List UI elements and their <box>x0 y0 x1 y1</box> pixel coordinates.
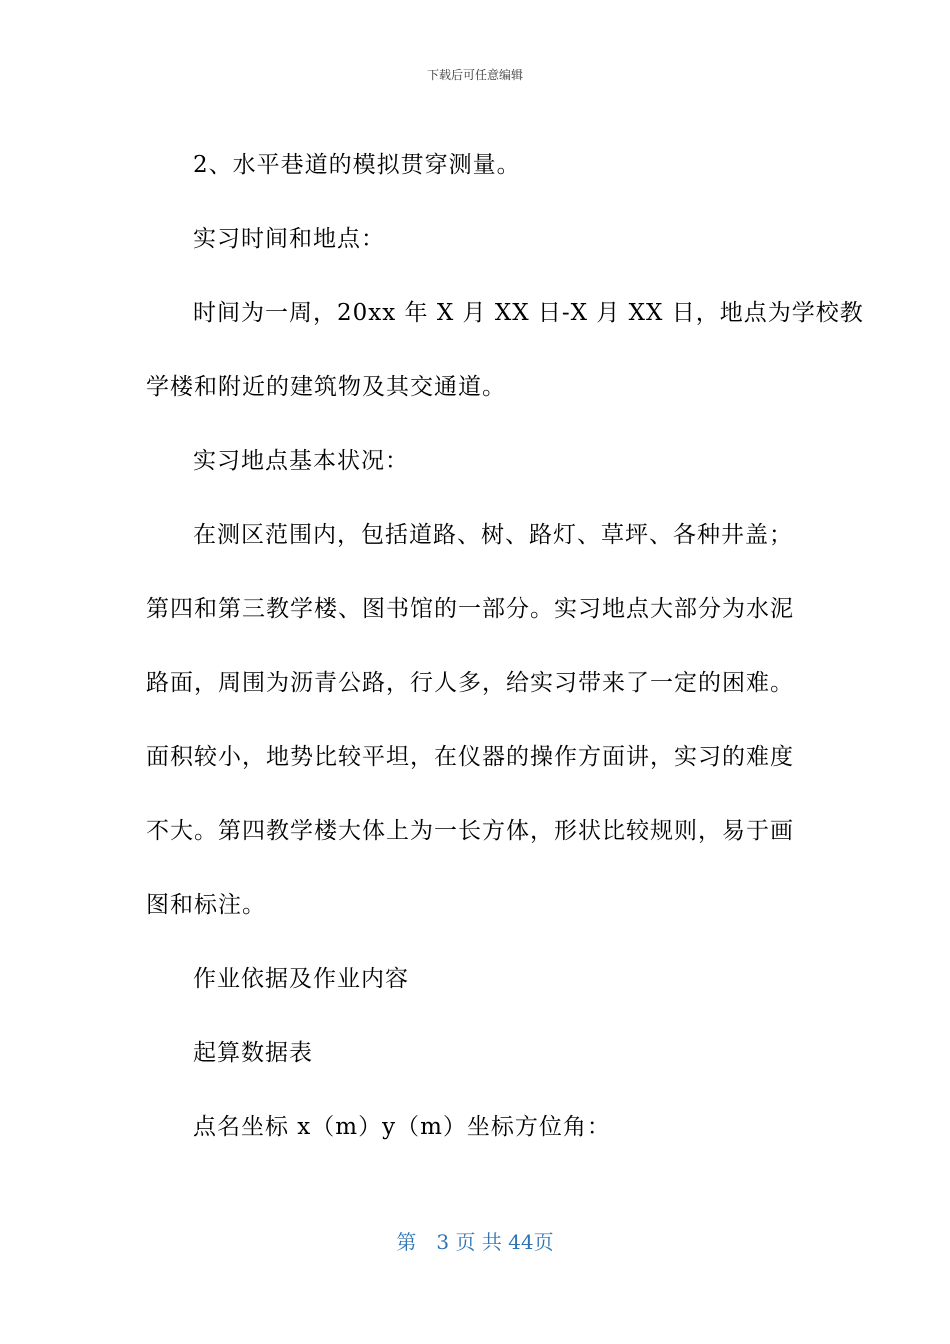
paragraph-line: 不大。第四教学楼大体上为一长方体，形状比较规则，易于画 <box>146 818 794 844</box>
paragraph-line: 第四和第三教学楼、图书馆的一部分。实习地点大部分为水泥 <box>146 596 794 622</box>
document-body <box>146 128 864 1164</box>
paragraph-line: 学楼和附近的建筑物及其交通道。 <box>146 374 506 400</box>
paragraph-line: 在测区范围内，包括道路、树、路灯、草坪、各种井盖； <box>193 522 793 548</box>
paragraph-line: 图和标注。 <box>146 892 266 918</box>
paragraph-line: 实习地点基本状况： <box>193 448 409 474</box>
paragraph-line: 点名坐标 x（m）y（m）坐标方位角： <box>193 1114 611 1140</box>
page-number: 第 3 页 共 44页 <box>396 1230 554 1254</box>
paragraph-line: 时间为一周，20xx 年 X 月 XX 日-X 月 XX 日，地点为学校教 <box>193 300 864 326</box>
paragraph-line: 作业依据及作业内容 <box>193 966 409 992</box>
paragraph-line: 路面，周围为沥青公路，行人多，给实习带来了一定的困难。 <box>146 670 794 696</box>
paragraph-line: 2、水平巷道的模拟贯穿测量。 <box>193 152 521 178</box>
paragraph-line: 起算数据表 <box>193 1040 313 1066</box>
paragraph-line: 面积较小，地势比较平坦，在仪器的操作方面讲，实习的难度 <box>146 744 794 770</box>
paragraph-line: 实习时间和地点： <box>193 226 385 252</box>
page-header-note: 下载后可任意编辑 <box>426 68 523 82</box>
page-footer <box>0 1226 950 1255</box>
